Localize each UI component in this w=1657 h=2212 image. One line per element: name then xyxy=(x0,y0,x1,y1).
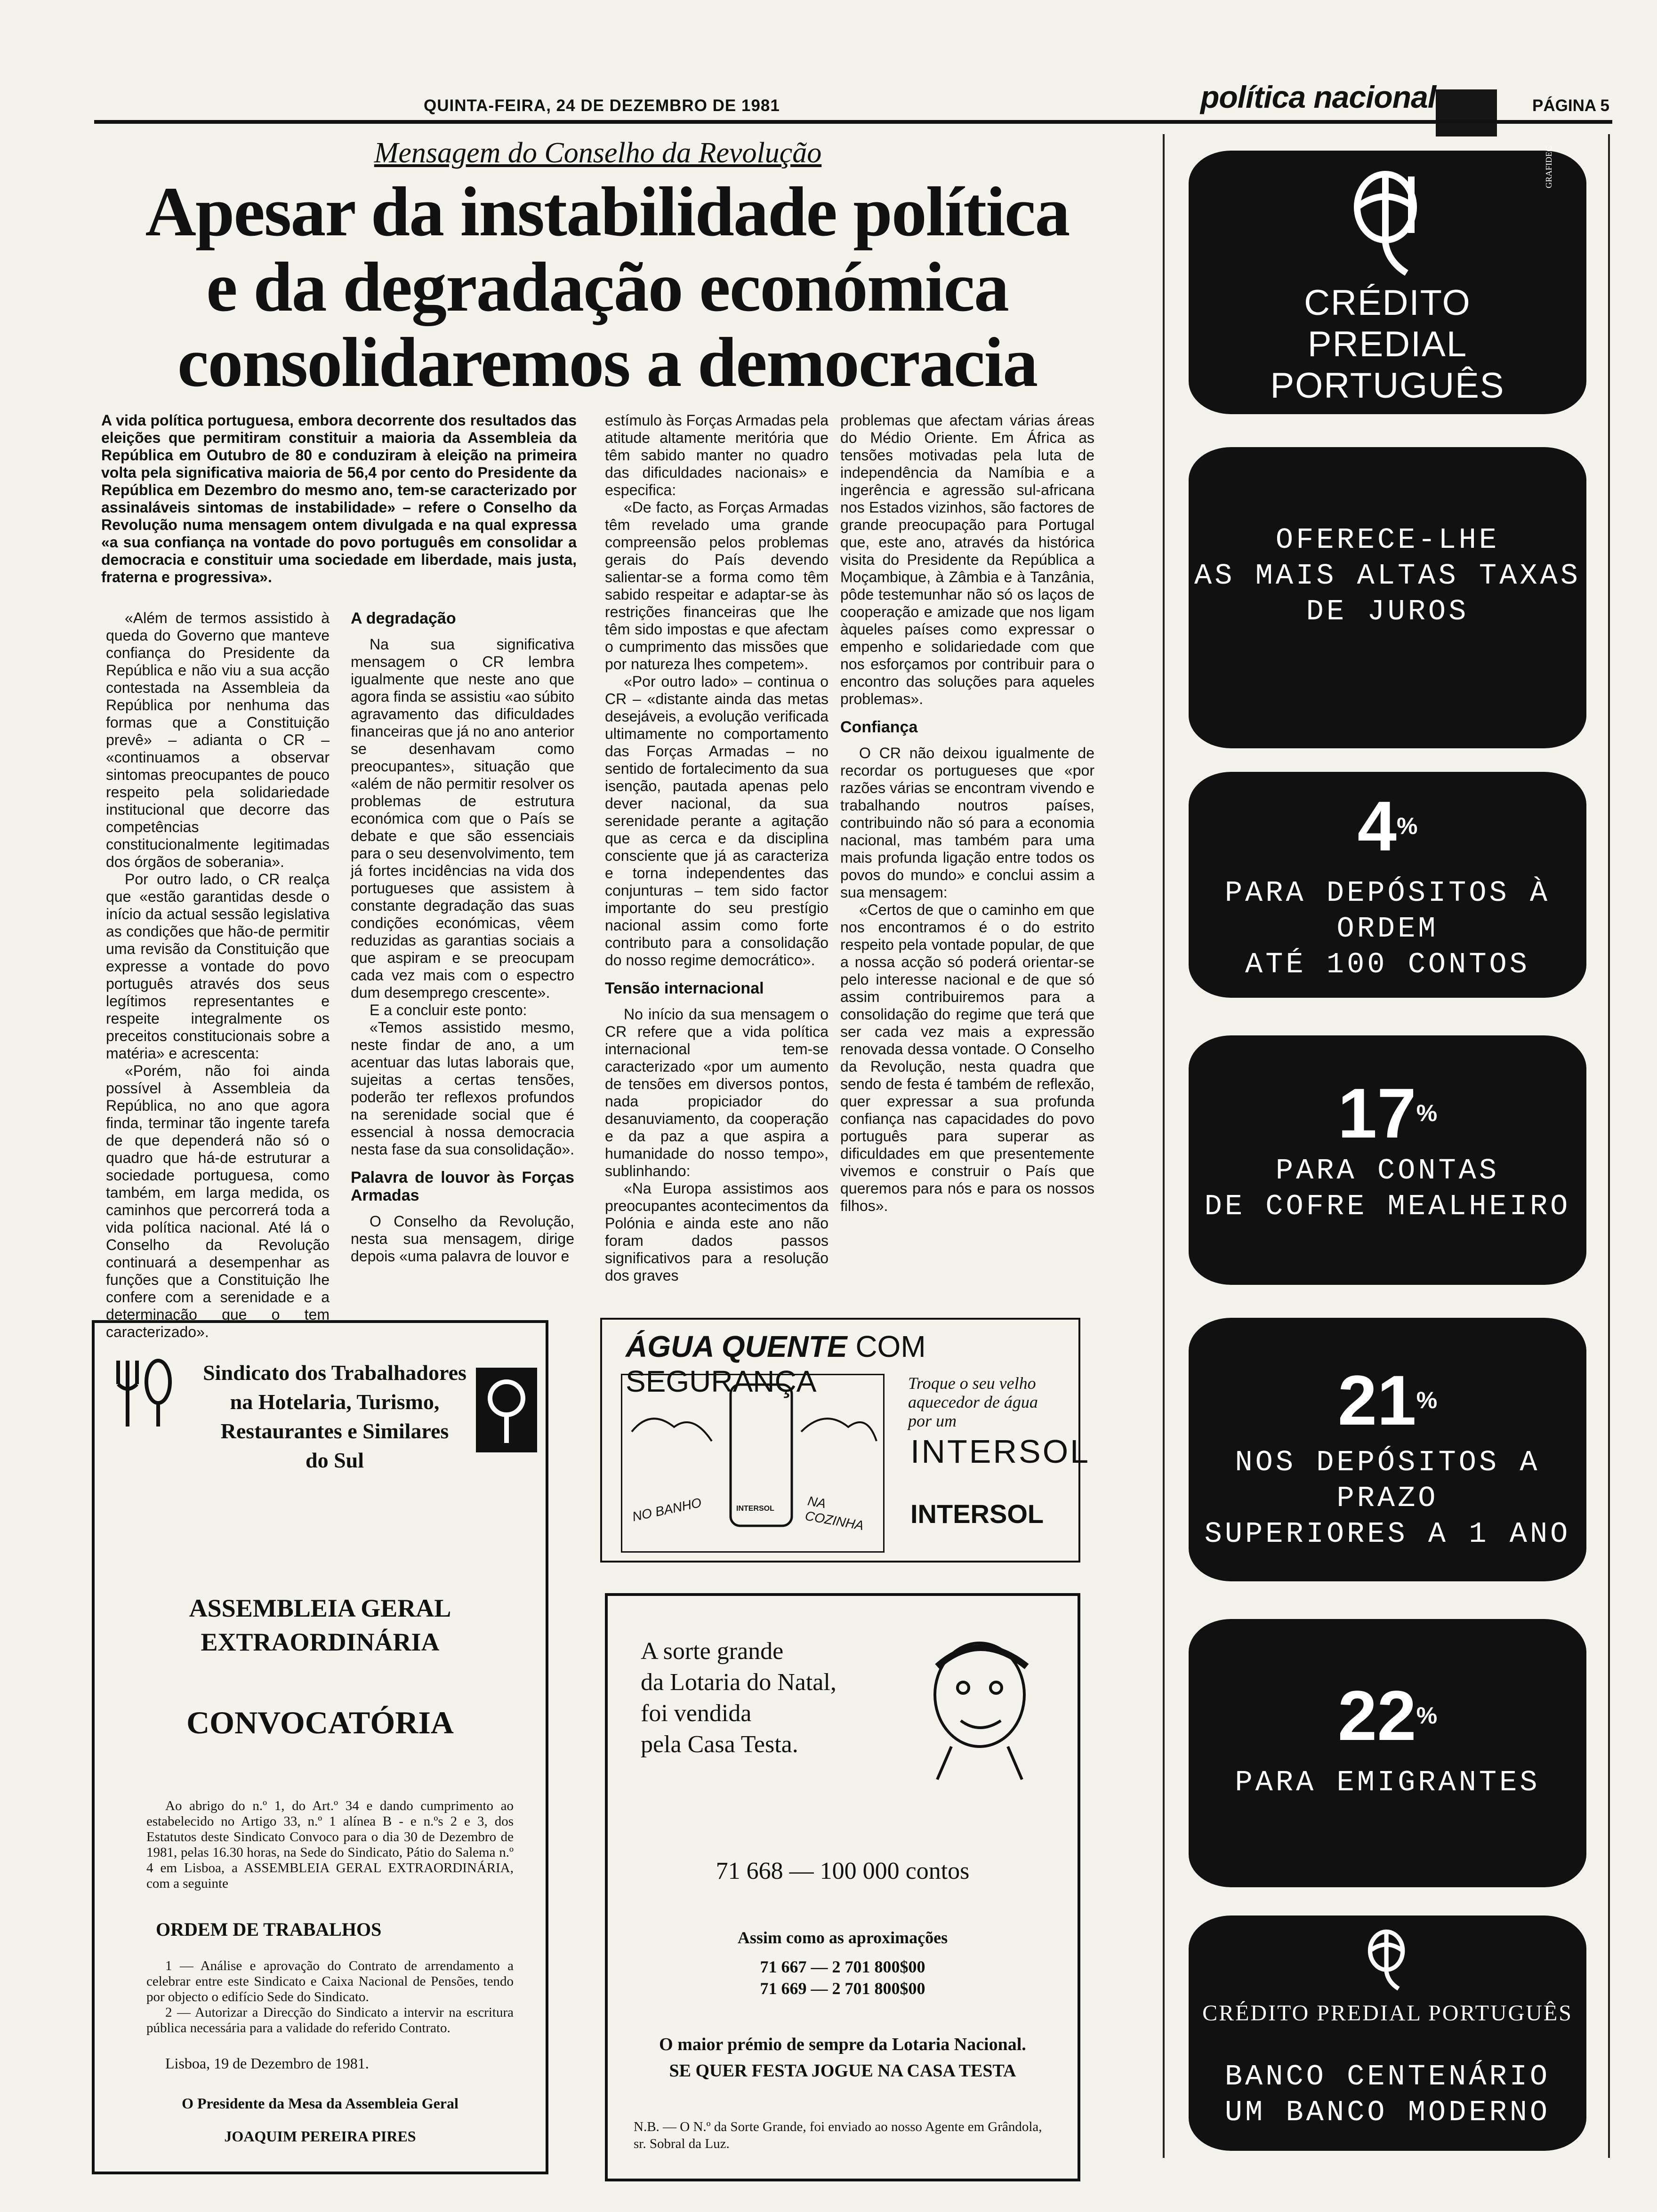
subheading: A degradação xyxy=(351,609,456,627)
rate-value: 22% xyxy=(1337,1676,1438,1755)
agenda-item: 2 — Autorizar a Direcção do Sindicato a intervir na escritura pública necessária para a validade do referido Contrato. xyxy=(146,2005,514,2036)
article-column-4 xyxy=(840,412,1094,1215)
headline-line: consolidaremos a democracia xyxy=(177,323,1038,401)
notice-date: Lisboa, 19 de Dezembro de 1981. xyxy=(165,2055,369,2072)
article-kicker: Mensagem do Conselho da Revolução xyxy=(374,137,822,169)
org-name-line: do Sul xyxy=(305,1448,364,1472)
paragraph: problemas que afectam várias áreas do Médio Oriente. Em África as tensões motivadas pela luta de independência da Namíbia e a ingerência e agressão sul-africana nos Estados vizinhos, são factores de grande preocupação para Portugal que, este ano, através da histórica visita do Presidente da República a Moçambique, à Zâmbia e à Tanzânia, pôde testemunhar não só os laços de cooperação e amizade que nos ligam àqueles países como expressar o empenho e solidariedade com que nos esforçamos por contribuir para o encontro das soluções para aqueles problemas». xyxy=(840,412,1094,707)
paragraph: «Além de termos assistido à queda do Governo que manteve confiança do Presidente da República e não viu a sua acção contestada na Assembleia da República por nenhuma das formas que a Constituição prevê» – adianta o CR – «continuamos a observar sintomas preocupantes de pouco respeito pela solidariedade institucional que decorre das competências constitucionalmente legitimadas dos órgãos de soberania». xyxy=(106,609,330,870)
notice-title: ASSEMBLEIA GERAL xyxy=(189,1594,451,1622)
subheading: Palavra de louvor às Forças Armadas xyxy=(351,1169,574,1204)
offer-line: OFERECE-LHE xyxy=(1275,523,1500,557)
agenda-item: 1 — Análise e aprovação do Contrato de arrendamento a celebrar entre este Sindicato e Caixa Nacional de Pensões, tendo por objecto o edifício Sede do Sindicato. xyxy=(146,1958,514,2004)
rate-line: PARA CONTAS xyxy=(1275,1154,1500,1187)
agua-text-line: Troque o seu velho xyxy=(908,1374,1036,1393)
article-lead: A vida política portuguesa, embora decorrente dos resultados das eleições que permitiram constituir a maioria da Assembleia da República em Outubro de 80 e conduziram à eleição na primeira volta pela significativa maioria de 56,4 por cento do Presidente da República em Dezembro do mesmo ano, tem-se caracterizado por assinaláveis sintomas de instabilidade» – refere o Conselho da Revolução numa mensagem ontem divulgada e na qual expressa «a sua confiança na vontade do povo português em consolidar a democracia e constituir uma sociedade em liberdade, mais justa, fraterna e progressiva». xyxy=(101,412,577,585)
rate-panel-21 xyxy=(1189,1318,1586,1581)
winning-number: 71 668 — 100 000 contos xyxy=(716,1858,970,1884)
org-name-line: na Hotelaria, Turismo, xyxy=(230,1390,440,1414)
rate-line: DE COFRE MEALHEIRO xyxy=(1204,1190,1571,1223)
lotaria-intro-line: foi vendida xyxy=(641,1700,752,1727)
paragraph: O Conselho da Revolução, nesta sua mensagem, dirige depois «uma palavra de louvor e xyxy=(351,1213,574,1265)
lotaria-slogan: O maior prémio de sempre da Lotaria Nacional. xyxy=(659,2035,1026,2054)
cutlery-icon xyxy=(109,1351,184,1431)
paragraph: «Certos de que o caminho em que nos encontramos é o do estrito respeito pela vontade popular, de que a nossa acção só poderá orientar-se pelo interesse nacional e de que só assim contribuiremos para a consolidação do regime que terá que ser cada vez mais a expressão renovada dessa vontade. O Conselho da Revolução, nesta quadra que sendo de festa é também de reflexão, quer expressar a sua profunda confiança nas capacidades do povo português para superar as dificuldades em que presentemente vivemos e construir o País que queremos para nós e para os nossos filhos». xyxy=(840,901,1094,1214)
header-rule xyxy=(94,120,1612,124)
ad-credit: GRAFIDEC xyxy=(1544,146,1553,189)
sindicato-emblem-icon xyxy=(474,1365,539,1455)
paragraph: «Porém, não foi ainda possível à Assembleia da República, no ano que agora finda, terminar tão ingente tarefa de que dependerá não só o quadro que há-de estruturar a sociedade portuguesa, como também, em larga medida, os caminhos que percorrerá toda a vida política nacional. Até lá o Conselho da Revolução continuará a desempenhar as funções que a Constituição lhe confere com a serenidade e a determinação que o tem caracterizado». xyxy=(106,1062,330,1340)
signature-name: JOAQUIM PEREIRA PIRES xyxy=(224,2128,416,2145)
rate-value: 17% xyxy=(1337,1074,1438,1153)
bank-footer-panel xyxy=(1189,1915,1586,2151)
rate-line: PARA DEPÓSITOS À ORDEM xyxy=(1224,876,1551,946)
lotaria-ad xyxy=(605,1593,1080,2181)
paragraph: Por outro lado, o CR realça que «estão garantidas desde o início da actual sessão legislativa as condições que hão-de permitir uma revisão da Constituição que expresse a vontade do povo português através dos seus legítimos representantes e respeite integralmente os preceitos constitucionais sobre a matéria» e acrescenta: xyxy=(106,871,330,1062)
caricature-icon xyxy=(909,1629,1055,1784)
subheading: Tensão internacional xyxy=(605,979,764,997)
bank-footer-line: UM BANCO MODERNO xyxy=(1224,2096,1551,2129)
rate-line: SUPERIORES A 1 ANO xyxy=(1204,1517,1571,1551)
paragraph: Na sua significativa mensagem o CR lembra igualmente que neste ano que agora finda se assistiu «ao súbito agravamento das dificuldades financeiras que já no ano anterior se desenhavam como preocupantes», situação que «além de não permitir resolver os problemas de estrutura económica com que o País se debate e que são essenciais para o seu desenvolvimento, tem já fortes incidências na vida dos portugueses que assistem à constante degradação das suas condições económicas, vêem reduzidas as garantias sociais a que aspiram e se preocupam cada vez mais com o espectro dum desemprego crescente». xyxy=(351,636,574,1001)
agua-text-line: por um xyxy=(908,1411,957,1430)
intersol-brand: INTERSOL xyxy=(910,1433,1091,1470)
agua-title-light: COM SEGURANÇA xyxy=(626,1330,926,1398)
org-name-line: Restaurantes e Similares xyxy=(220,1419,449,1443)
article-headline xyxy=(94,174,1120,400)
bank-emblem-icon xyxy=(1359,1925,1416,1996)
lotaria-note: N.B. — O N.º da Sorte Grande, foi enviado ao nosso Agente em Grândola, sr. Sobral da Luz. xyxy=(634,2119,1042,2151)
intersol-brand-2: INTERSOL xyxy=(910,1499,1044,1529)
signature-title: O Presidente da Mesa da Assembleia Geral xyxy=(182,2095,458,2112)
bank-footer-brand: CRÉDITO PREDIAL PORTUGUÊS xyxy=(1202,2001,1573,2026)
rate-line: PARA EMIGRANTES xyxy=(1235,1766,1540,1799)
headline-line: Apesar da instabilidade política xyxy=(145,173,1070,251)
headline-line: e da degradação económica xyxy=(206,248,1008,326)
approx-number: 71 667 — 2 701 800$00 xyxy=(760,1957,925,1976)
notice-title: EXTRAORDINÁRIA xyxy=(201,1628,440,1656)
article-column-3 xyxy=(605,412,828,1284)
section-title: política nacional xyxy=(1200,80,1436,114)
rate-line: ATÉ 100 CONTOS xyxy=(1245,948,1530,981)
agenda-title: ORDEM DE TRABALHOS xyxy=(156,1919,382,1940)
rate-panel-22 xyxy=(1189,1619,1586,1887)
paragraph: «Temos assistido mesmo, neste findar de ano, a um acentuar das lutas laborais que, sujeitas a certas tensões, poderão ter reflexos profundos na serenidade social que é essencial à nossa democracia nesta fase da sua consolidação». xyxy=(351,1019,574,1158)
rate-value: 21% xyxy=(1337,1361,1438,1440)
org-name-line: Sindicato dos Trabalhadores xyxy=(203,1361,467,1385)
label-bath: NO BANHO xyxy=(631,1495,703,1524)
paragraph: estímulo às Forças Armadas pela atitude altamente meritória que têm sabido manter no quadro das dificuldades nacionais» e especifica: xyxy=(605,412,828,498)
page-number: PÁGINA 5 xyxy=(1532,96,1610,115)
section-logo-icon xyxy=(1436,89,1497,136)
header-date: QUINTA-FEIRA, 24 DE DEZEMBRO DE 1981 xyxy=(424,96,780,115)
rate-line: NOS DEPÓSITOS A PRAZO xyxy=(1235,1446,1540,1515)
paragraph: E a concluir este ponto: xyxy=(370,1002,527,1018)
bank-offer-panel xyxy=(1189,447,1586,748)
article-column-1 xyxy=(106,609,330,1341)
agua-text-line: aquecedor de água xyxy=(908,1393,1038,1411)
subheading: Confiança xyxy=(840,718,918,736)
bank-emblem-icon xyxy=(1341,162,1435,285)
lotaria-intro-line: A sorte grande xyxy=(641,1638,784,1665)
offer-line: AS MAIS ALTAS TAXAS xyxy=(1194,559,1581,593)
agua-quente-ad xyxy=(600,1318,1091,1563)
notice-heading: CONVOCATÓRIA xyxy=(186,1705,454,1740)
agua-title-bold: ÁGUA QUENTE xyxy=(626,1330,847,1363)
lotaria-slogan: SE QUER FESTA JOGUE NA CASA TESTA xyxy=(669,2061,1016,2081)
lotaria-intro-line: da Lotaria do Natal, xyxy=(641,1669,837,1696)
approx-title: Assim como as aproximações xyxy=(737,1928,948,1947)
label-tank: INTERSOL xyxy=(736,1505,774,1513)
paragraph: «Na Europa assistimos aos preocupantes acontecimentos da Polónia e ainda este ano não foram dados passos significativos para a resolução dos graves xyxy=(605,1180,828,1284)
bank-footer-line: BANCO CENTENÁRIO xyxy=(1224,2060,1551,2093)
heater-illustration xyxy=(621,1374,885,1553)
bank-logo-panel xyxy=(1189,151,1586,414)
lotaria-intro-line: pela Casa Testa. xyxy=(641,1731,798,1758)
notice-body: Ao abrigo do n.º 1, do Art.º 34 e dando cumprimento ao estabelecido no Artigo 33, n.º 1 alínea B - e n.ºs 2 e 3, dos Estatutos deste Sindicato Convoco para o dia 30 de Dezembro de 1981, pelas 16.30 horas, na Sede do Sindicato, Pátio do Salema n.º 4 em Lisboa, a ASSEMBLEIA GERAL EXTRAORDINÁRIA, com a seguinte xyxy=(146,1798,514,1891)
paragraph: No início da sua mensagem o CR refere que a vida política internacional tem-se caracterizado «por um aumento de tensões em diversos pontos, nada propiciador do desanuviamento, da cooperação e da paz a que aspira a humanidade do nosso tempo», sublinhando: xyxy=(605,1006,828,1179)
article-column-2 xyxy=(351,609,574,1265)
paragraph: «De facto, as Forças Armadas têm revelado uma grande compreensão pelos problemas gerais do País devendo salientar-se a forma como têm sabido respeitar e adaptar-se às restrições financeiras que lhe têm sido impostas e que afectam o cumprimento das missões que por natureza lhes competem». xyxy=(605,499,828,673)
bank-name-line: CRÉDITO xyxy=(1304,283,1471,323)
bank-name-line: PORTUGUÊS xyxy=(1270,366,1505,406)
approx-number: 71 669 — 2 701 800$00 xyxy=(760,1979,925,1998)
rate-panel-17 xyxy=(1189,1035,1586,1285)
bank-name-line: PREDIAL xyxy=(1307,324,1468,364)
sindicato-ad xyxy=(92,1320,548,2174)
offer-line: DE JUROS xyxy=(1306,595,1469,628)
rate-value: 4% xyxy=(1357,786,1418,866)
rate-panel-4 xyxy=(1189,772,1586,998)
paragraph: O CR não deixou igualmente de recordar os portugueses que «por razões várias se encontram vivendo e trabalhando noutros países, contribuindo não só para a economia nacional, mas também para uma mais profunda ligação entre todos os povos do mundo» e conclui assim a sua mensagem: xyxy=(840,745,1094,901)
label-kitchen: NA COZINHA xyxy=(804,1493,865,1533)
paragraph: «Por outro lado» – continua o CR – «distante ainda das metas desejáveis, a evolução verificada ultimamente no comportamento das Forças Armadas – no sentido de fortalecimento da sua isenção, pautada apenas pelo dever nacional, da sua serenidade perante a agitação que as cerca e da disciplina consciente que já as caracteriza e torna independentes das conjunturas – tem sido factor importante do seu prestígio nacional assim como forte contributo para a consolidação do nosso regime democrático». xyxy=(605,673,828,969)
